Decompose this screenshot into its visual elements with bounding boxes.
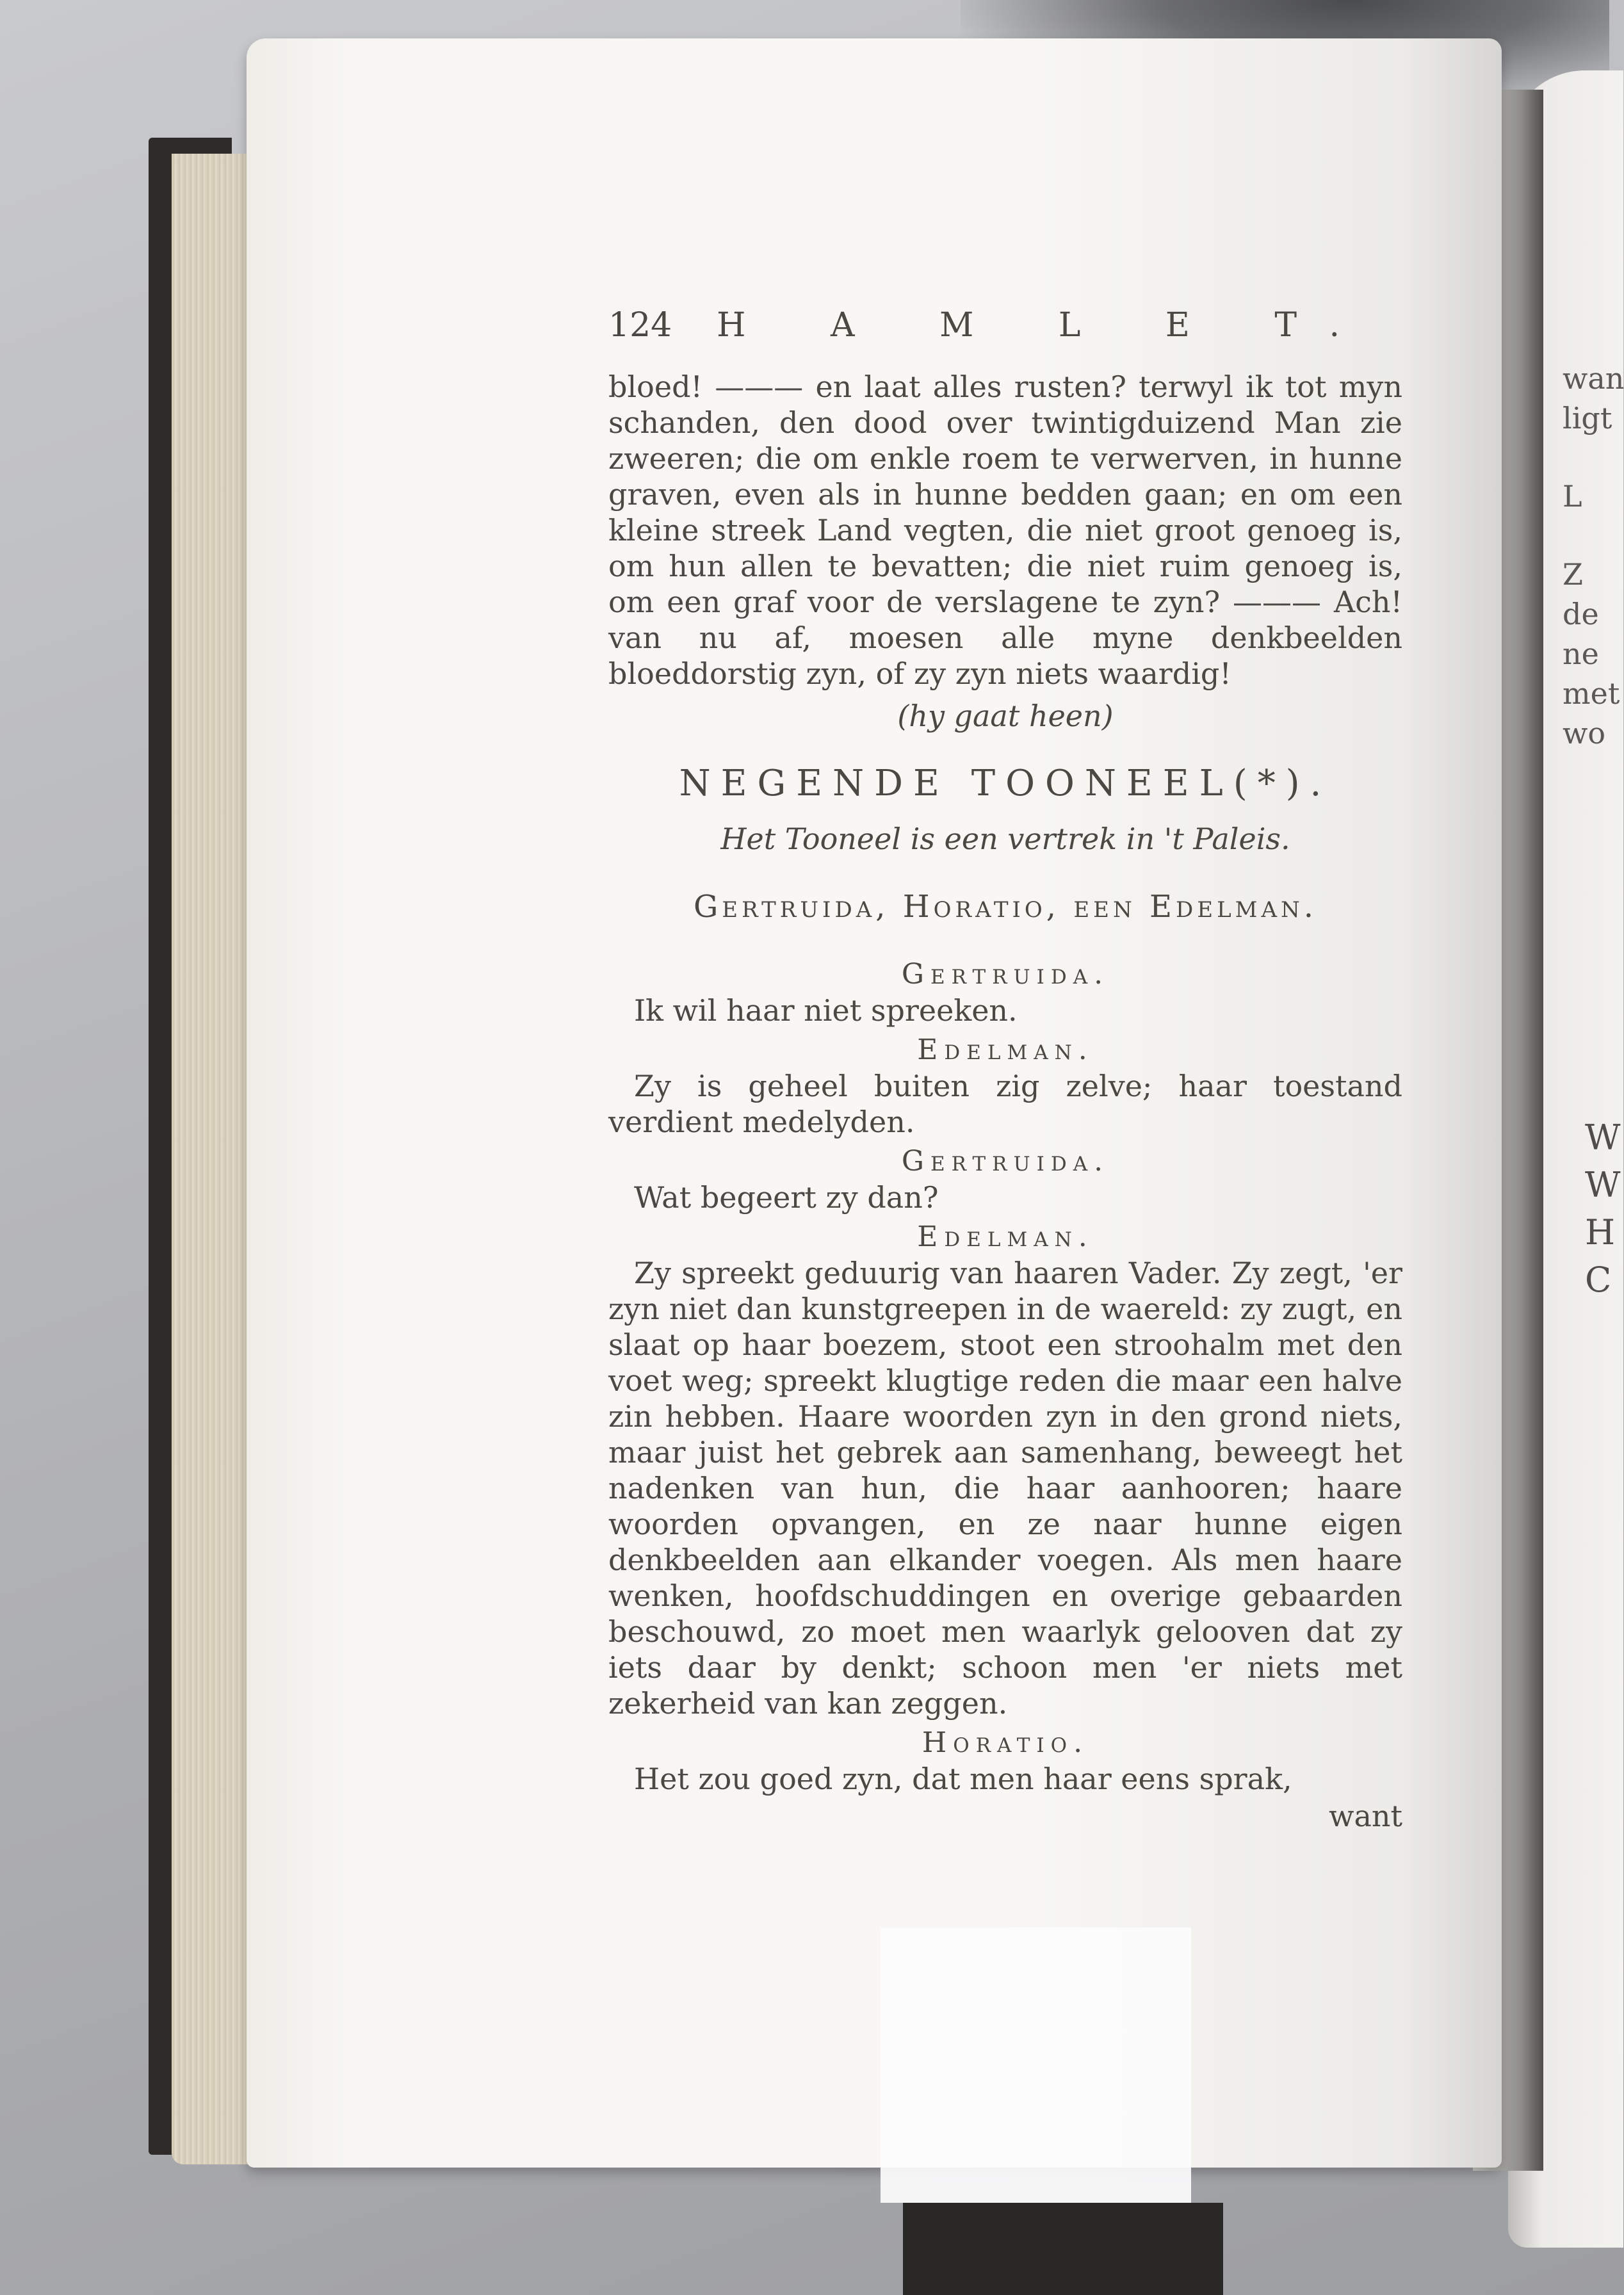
prose-continuation: bloed! ——— en laat alles rusten? terwyl ik tot myn schanden, den dood over twintigduizend Man zie zweeren; die om enkle roem te verwerven, in hunne graven, even als in hunne bedden gaan; en om een kleine streek Land vegten, die niet groot genoeg is, om hun allen te bevatten; die niet ruim genoeg is, om een graf voor de verslagene te zyn? ——— Ach! van nu af, moesen alle myne denkbeelden bloeddorstig zyn, of zy zyn niets waardig!: [608, 369, 1402, 691]
speech: Wat begeert zy dan?: [634, 1180, 939, 1215]
catchword: want: [1329, 1799, 1402, 1833]
scene-setting: Het Tooneel is een vertrek in 't Paleis.: [720, 822, 1290, 856]
characters-list: Gertruida, Horatio, een Edelman.: [693, 889, 1318, 925]
fragment: Z: [1563, 557, 1583, 592]
scene-heading: NEGENDE TOONEEL(*).: [679, 763, 1332, 804]
redaction-box: [881, 1927, 1191, 2203]
fragment: W: [1585, 1117, 1621, 1158]
speaker-name: Edelman.: [917, 1034, 1094, 1066]
dialogue: [608, 957, 1402, 1797]
speaker-name: Gertruida.: [901, 1145, 1110, 1178]
running-title: H A M L E T.: [717, 306, 1377, 345]
fragment: wan: [1563, 361, 1624, 396]
speaker-name: Edelman.: [917, 1220, 1094, 1253]
speech: Zy is geheel buiten zig zelve; haar toestand verdient medelyden.: [608, 1069, 1402, 1139]
running-header: [608, 307, 1402, 343]
page-number: 124: [608, 306, 672, 345]
speech: Het zou goed zyn, dat men haar eens sprak,: [634, 1762, 1292, 1796]
speech: Zy spreekt geduurig van haaren Vader. Zy zegt, 'er zyn niet dan kunstgreepen in de waereld: zy zugt, en slaat op haar boezem, stoot een stroohalm met den voet weg; spreekt klugtige reden die maar een halve zin hebben. Haare woorden zyn in den grond niets, maar juist het gebrek aan samenhang, beweegt het nadenken van hun, die haar aanhooren; haare woorden opvangen, en ze naar hunne eigen denkbeelden aan elkander voegen. Als men haare wenken, hoofdschuddingen en overige gebaarden beschouwd, zo moet men waarlyk gelooven dat zy iets daar by denkt; schoon men 'er niets met zekerheid van kan zeggen.: [608, 1256, 1402, 1721]
fragment: C: [1585, 1260, 1612, 1300]
fragment: ne: [1563, 637, 1599, 671]
page-text: [608, 307, 1402, 1834]
fragment: W: [1585, 1165, 1621, 1205]
speaker-name: Horatio.: [922, 1726, 1089, 1759]
fragment: met: [1563, 676, 1620, 711]
facing-page-text-fragments: [1563, 359, 1624, 753]
speaker-name: Gertruida.: [901, 958, 1110, 991]
fragment: L: [1563, 479, 1582, 514]
facing-page-lower-fragments: [1585, 1114, 1621, 1304]
fragment: de: [1563, 597, 1599, 631]
stage-direction: (hy gaat heen): [897, 699, 1114, 733]
fragment: H: [1585, 1212, 1616, 1253]
speech: Ik wil haar niet spreeken.: [634, 993, 1018, 1028]
book-stand: [903, 2203, 1223, 2295]
fragment: wo: [1563, 716, 1606, 750]
fragment: ligt: [1563, 401, 1612, 435]
